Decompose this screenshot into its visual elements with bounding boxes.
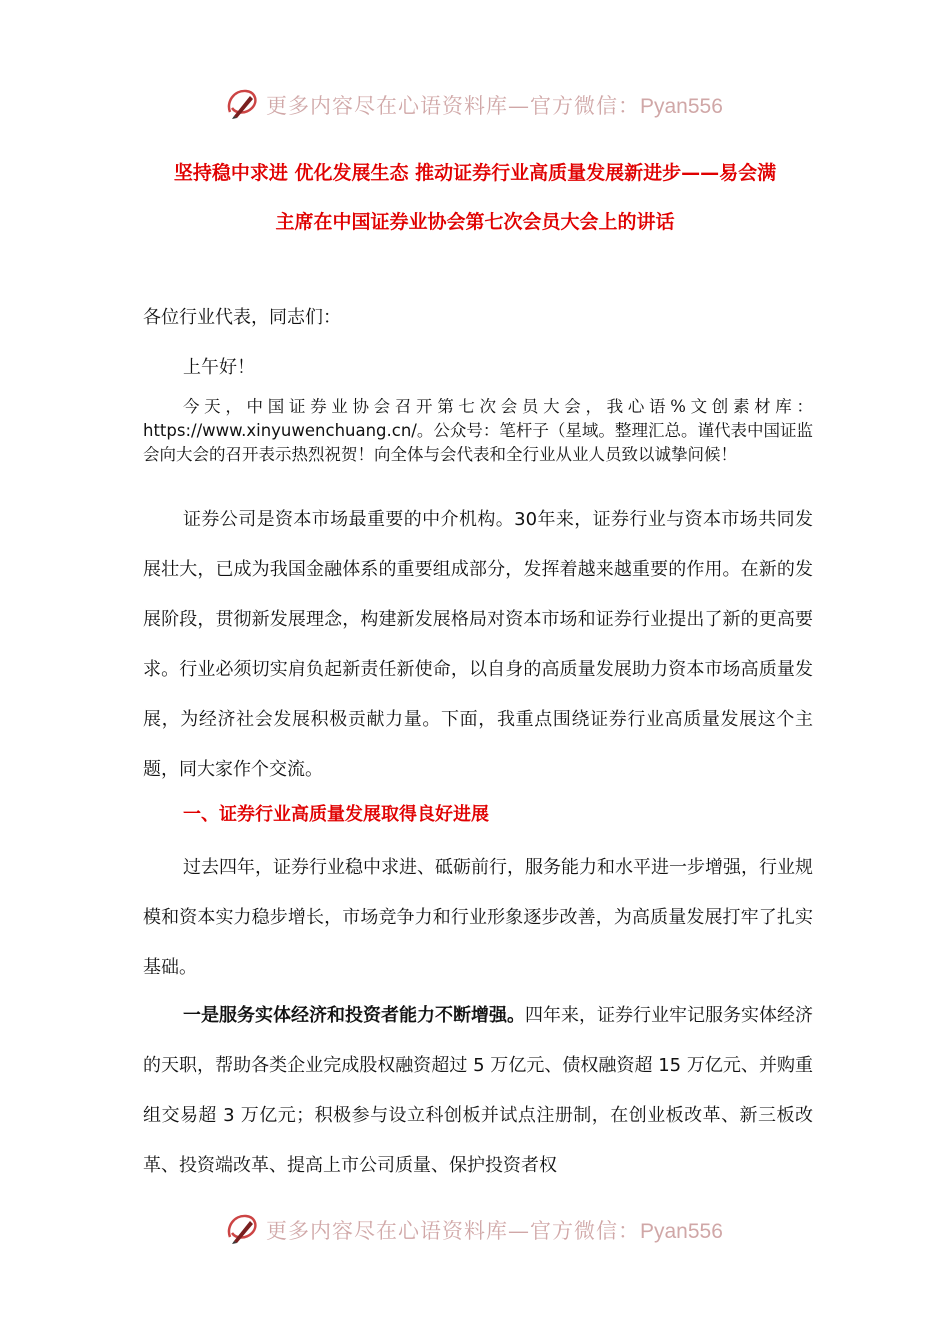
- pen-swirl-logo-icon: [224, 86, 260, 120]
- document-title-line2: 主席在中国证券业协会第七次会员大会上的讲话: [275, 211, 675, 233]
- salutation: 各位行业代表，同志们：: [143, 307, 341, 328]
- watermark-banner-bottom: [0, 1208, 950, 1248]
- wechat-id: Pyan556: [640, 95, 723, 118]
- paragraph-3-bold-lead: 一是服务实体经济和投资者能力不断增强。: [183, 1005, 525, 1026]
- pen-swirl-logo-icon: [224, 1211, 260, 1245]
- paragraph-3: [143, 991, 813, 1191]
- intro-text-after-url: 。公众号：笔杆子（星域。整理汇总。谨代表中国证监会向大会的召开表示热烈祝贺！向全体与会代表和全行业从业人员致以诚挚问候！: [143, 421, 813, 464]
- paragraph-1: 证券公司是资本市场最重要的中介机构。30年来，证券行业与资本市场共同发展壮大，已成为我国金融体系的重要组成部分，发挥着越来越重要的作用。在新的发展阶段，贯彻新发展理念，构建新发展格局对资本市场和证券行业提出了新的更高要求。行业必须切实肩负起新责任新使命，以自身的高质量发展助力资本市场高质量发展，为经济社会发展积极贡献力量。下面，我重点围绕证券行业高质量发展这个主题，同大家作个交流。: [143, 509, 813, 780]
- paragraph-3-text: 四年来，证券行业牢记服务实体经济的天职，帮助各类企业完成股权融资超过 5 万亿元、债权融资超 15 万亿元、并购重组交易超 3 万亿元；积极参与设立科创板并试点注册制，在创业板改革、新三板改革、投资端改革、提高上市公司质量、保护投资者权: [143, 1005, 813, 1176]
- intro-url-link[interactable]: https://www.xinyuwenchuang.cn/: [143, 421, 417, 440]
- watermark-label: 更多内容尽在心语资料库—官方微信：: [266, 94, 640, 118]
- body-section-1: [143, 495, 813, 795]
- watermark-text: [266, 1215, 723, 1245]
- body-section-3: [143, 991, 813, 1191]
- watermark-label: 更多内容尽在心语资料库—官方微信：: [266, 1219, 640, 1243]
- document-title-line1: 坚持稳中求进 优化发展生态 推动证券行业高质量发展新进步——易会满: [173, 162, 777, 184]
- watermark-banner-top: [0, 83, 950, 123]
- wechat-id: Pyan556: [640, 1220, 723, 1243]
- watermark-text: [266, 90, 723, 120]
- paragraph-2: 过去四年，证券行业稳中求进、砥砺前行，服务能力和水平进一步增强，行业规模和资本实力稳步增长，市场竞争力和行业形象逐步改善，为高质量发展打牢了扎实基础。: [143, 857, 813, 978]
- section-heading-1: 一、证券行业高质量发展取得良好进展: [183, 804, 489, 825]
- intro-paragraph: [143, 395, 813, 467]
- intro-text-before-url: 今天，中国证券业协会召开第七次会员大会，我心语%文创素材库：: [183, 397, 813, 416]
- greeting: 上午好！: [183, 357, 255, 378]
- body-section-2: [143, 843, 813, 993]
